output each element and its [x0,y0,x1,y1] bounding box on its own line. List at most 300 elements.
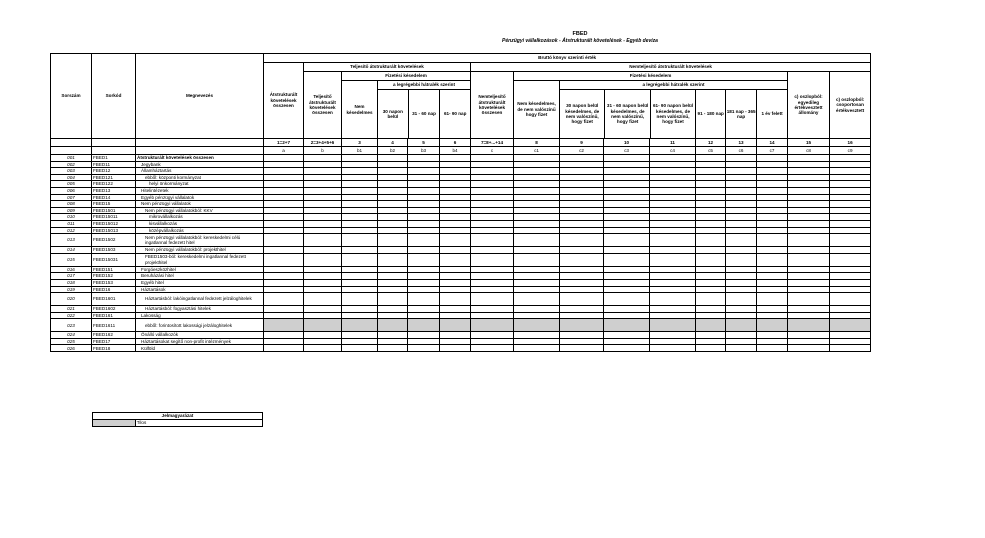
value-cell[interactable] [726,187,757,194]
value-cell[interactable] [408,234,440,247]
value-cell[interactable] [264,207,304,214]
value-cell[interactable] [830,345,871,352]
value-cell[interactable] [471,332,514,339]
value-cell[interactable] [440,174,471,181]
value-cell[interactable] [757,345,788,352]
value-cell[interactable] [604,214,650,221]
value-cell[interactable] [471,181,514,188]
value-cell[interactable] [514,174,560,181]
value-cell[interactable] [757,293,788,306]
value-cell[interactable] [757,253,788,266]
value-cell[interactable] [378,214,408,221]
value-cell[interactable] [830,247,871,254]
value-cell[interactable] [304,207,342,214]
value-cell[interactable] [560,293,604,306]
value-cell[interactable] [726,181,757,188]
value-cell[interactable] [696,293,726,306]
value-cell[interactable] [757,194,788,201]
value-cell[interactable] [650,181,696,188]
value-cell[interactable] [471,279,514,286]
value-cell[interactable] [264,338,304,345]
value-cell[interactable] [604,332,650,339]
value-cell[interactable] [514,207,560,214]
value-cell[interactable] [726,345,757,352]
value-cell[interactable] [604,279,650,286]
value-cell[interactable] [304,253,342,266]
value-cell[interactable] [304,338,342,345]
value-cell[interactable] [304,201,342,208]
value-cell[interactable] [650,293,696,306]
value-cell[interactable] [408,332,440,339]
value-cell[interactable] [726,220,757,227]
value-cell[interactable] [604,306,650,313]
value-cell[interactable] [650,187,696,194]
value-cell[interactable] [342,155,378,162]
value-cell[interactable] [788,194,830,201]
value-cell[interactable] [560,201,604,208]
value-cell[interactable] [757,266,788,273]
value-cell[interactable] [408,168,440,175]
value-cell[interactable] [378,293,408,306]
value-cell[interactable] [471,194,514,201]
value-cell[interactable] [342,207,378,214]
value-cell[interactable] [264,312,304,319]
value-cell[interactable] [378,247,408,254]
value-cell[interactable] [408,253,440,266]
value-cell[interactable] [514,345,560,352]
value-cell[interactable] [788,207,830,214]
value-cell[interactable] [304,286,342,293]
value-cell[interactable] [514,214,560,221]
value-cell[interactable] [650,194,696,201]
value-cell[interactable] [342,181,378,188]
value-cell[interactable] [604,207,650,214]
value-cell[interactable] [560,155,604,162]
value-cell[interactable] [471,187,514,194]
value-cell[interactable] [696,181,726,188]
value-cell[interactable] [560,273,604,280]
value-cell[interactable] [650,312,696,319]
value-cell[interactable] [696,312,726,319]
value-cell[interactable] [830,155,871,162]
value-cell[interactable] [471,273,514,280]
value-cell[interactable] [560,266,604,273]
value-cell[interactable] [788,266,830,273]
value-cell[interactable] [604,227,650,234]
value-cell[interactable] [514,319,560,332]
value-cell[interactable] [440,214,471,221]
value-cell[interactable] [264,161,304,168]
value-cell[interactable] [440,187,471,194]
value-cell[interactable] [560,319,604,332]
value-cell[interactable] [726,338,757,345]
value-cell[interactable] [378,155,408,162]
value-cell[interactable] [788,338,830,345]
value-cell[interactable] [304,194,342,201]
value-cell[interactable] [560,345,604,352]
value-cell[interactable] [757,332,788,339]
value-cell[interactable] [560,181,604,188]
value-cell[interactable] [264,345,304,352]
value-cell[interactable] [788,168,830,175]
value-cell[interactable] [696,286,726,293]
value-cell[interactable] [830,338,871,345]
value-cell[interactable] [378,332,408,339]
value-cell[interactable] [440,201,471,208]
value-cell[interactable] [440,247,471,254]
value-cell[interactable] [696,247,726,254]
value-cell[interactable] [264,273,304,280]
value-cell[interactable] [264,214,304,221]
value-cell[interactable] [264,168,304,175]
value-cell[interactable] [830,253,871,266]
value-cell[interactable] [650,234,696,247]
value-cell[interactable] [726,319,757,332]
value-cell[interactable] [378,279,408,286]
value-cell[interactable] [560,194,604,201]
value-cell[interactable] [560,227,604,234]
value-cell[interactable] [696,234,726,247]
value-cell[interactable] [378,174,408,181]
value-cell[interactable] [408,187,440,194]
value-cell[interactable] [726,161,757,168]
value-cell[interactable] [650,338,696,345]
value-cell[interactable] [560,247,604,254]
value-cell[interactable] [471,338,514,345]
value-cell[interactable] [264,194,304,201]
value-cell[interactable] [514,306,560,313]
value-cell[interactable] [514,155,560,162]
value-cell[interactable] [440,273,471,280]
value-cell[interactable] [788,345,830,352]
value-cell[interactable] [726,312,757,319]
value-cell[interactable] [471,220,514,227]
value-cell[interactable] [378,207,408,214]
value-cell[interactable] [408,306,440,313]
value-cell[interactable] [342,312,378,319]
value-cell[interactable] [440,332,471,339]
value-cell[interactable] [514,168,560,175]
value-cell[interactable] [342,319,378,332]
value-cell[interactable] [757,279,788,286]
value-cell[interactable] [788,181,830,188]
value-cell[interactable] [342,253,378,266]
value-cell[interactable] [604,201,650,208]
value-cell[interactable] [304,266,342,273]
value-cell[interactable] [440,279,471,286]
value-cell[interactable] [830,181,871,188]
value-cell[interactable] [650,253,696,266]
value-cell[interactable] [650,273,696,280]
value-cell[interactable] [471,227,514,234]
value-cell[interactable] [726,234,757,247]
value-cell[interactable] [696,332,726,339]
value-cell[interactable] [560,220,604,227]
value-cell[interactable] [264,155,304,162]
value-cell[interactable] [757,168,788,175]
value-cell[interactable] [408,194,440,201]
value-cell[interactable] [342,214,378,221]
value-cell[interactable] [788,234,830,247]
value-cell[interactable] [440,194,471,201]
value-cell[interactable] [560,187,604,194]
value-cell[interactable] [342,332,378,339]
value-cell[interactable] [726,247,757,254]
value-cell[interactable] [650,286,696,293]
value-cell[interactable] [304,293,342,306]
value-cell[interactable] [604,161,650,168]
value-cell[interactable] [830,187,871,194]
value-cell[interactable] [342,306,378,313]
value-cell[interactable] [830,266,871,273]
value-cell[interactable] [471,247,514,254]
value-cell[interactable] [726,293,757,306]
value-cell[interactable] [788,253,830,266]
value-cell[interactable] [378,253,408,266]
value-cell[interactable] [696,174,726,181]
value-cell[interactable] [264,319,304,332]
value-cell[interactable] [514,247,560,254]
value-cell[interactable] [471,345,514,352]
value-cell[interactable] [757,161,788,168]
value-cell[interactable] [264,279,304,286]
value-cell[interactable] [650,214,696,221]
value-cell[interactable] [726,155,757,162]
value-cell[interactable] [788,187,830,194]
value-cell[interactable] [604,174,650,181]
value-cell[interactable] [264,286,304,293]
value-cell[interactable] [378,234,408,247]
value-cell[interactable] [514,293,560,306]
value-cell[interactable] [471,286,514,293]
value-cell[interactable] [830,306,871,313]
value-cell[interactable] [304,220,342,227]
value-cell[interactable] [440,234,471,247]
value-cell[interactable] [726,201,757,208]
value-cell[interactable] [560,207,604,214]
value-cell[interactable] [342,168,378,175]
value-cell[interactable] [378,161,408,168]
value-cell[interactable] [757,247,788,254]
value-cell[interactable] [830,207,871,214]
value-cell[interactable] [264,201,304,208]
value-cell[interactable] [264,220,304,227]
value-cell[interactable] [264,181,304,188]
value-cell[interactable] [830,273,871,280]
value-cell[interactable] [514,266,560,273]
value-cell[interactable] [757,286,788,293]
value-cell[interactable] [514,220,560,227]
value-cell[interactable] [696,168,726,175]
value-cell[interactable] [440,338,471,345]
value-cell[interactable] [378,312,408,319]
value-cell[interactable] [264,227,304,234]
value-cell[interactable] [264,234,304,247]
value-cell[interactable] [471,161,514,168]
value-cell[interactable] [788,247,830,254]
value-cell[interactable] [304,181,342,188]
value-cell[interactable] [696,220,726,227]
value-cell[interactable] [342,345,378,352]
value-cell[interactable] [440,168,471,175]
value-cell[interactable] [408,273,440,280]
value-cell[interactable] [788,319,830,332]
value-cell[interactable] [726,168,757,175]
value-cell[interactable] [696,253,726,266]
value-cell[interactable] [408,161,440,168]
value-cell[interactable] [560,168,604,175]
value-cell[interactable] [650,227,696,234]
value-cell[interactable] [788,214,830,221]
value-cell[interactable] [604,319,650,332]
value-cell[interactable] [726,227,757,234]
value-cell[interactable] [471,207,514,214]
value-cell[interactable] [696,227,726,234]
value-cell[interactable] [604,234,650,247]
value-cell[interactable] [560,286,604,293]
value-cell[interactable] [408,338,440,345]
value-cell[interactable] [264,306,304,313]
value-cell[interactable] [514,312,560,319]
value-cell[interactable] [342,227,378,234]
value-cell[interactable] [408,155,440,162]
value-cell[interactable] [304,319,342,332]
value-cell[interactable] [830,201,871,208]
value-cell[interactable] [650,155,696,162]
value-cell[interactable] [830,220,871,227]
value-cell[interactable] [378,273,408,280]
value-cell[interactable] [560,338,604,345]
value-cell[interactable] [560,332,604,339]
value-cell[interactable] [604,293,650,306]
value-cell[interactable] [726,286,757,293]
value-cell[interactable] [471,312,514,319]
value-cell[interactable] [696,338,726,345]
value-cell[interactable] [342,174,378,181]
value-cell[interactable] [408,181,440,188]
value-cell[interactable] [604,345,650,352]
value-cell[interactable] [342,266,378,273]
value-cell[interactable] [696,187,726,194]
value-cell[interactable] [514,234,560,247]
value-cell[interactable] [696,345,726,352]
value-cell[interactable] [757,338,788,345]
value-cell[interactable] [304,174,342,181]
value-cell[interactable] [560,306,604,313]
value-cell[interactable] [408,214,440,221]
value-cell[interactable] [304,214,342,221]
value-cell[interactable] [788,174,830,181]
value-cell[interactable] [726,253,757,266]
value-cell[interactable] [757,187,788,194]
value-cell[interactable] [408,207,440,214]
value-cell[interactable] [514,338,560,345]
value-cell[interactable] [408,174,440,181]
value-cell[interactable] [471,234,514,247]
value-cell[interactable] [696,214,726,221]
value-cell[interactable] [696,273,726,280]
value-cell[interactable] [650,332,696,339]
value-cell[interactable] [408,266,440,273]
value-cell[interactable] [726,279,757,286]
value-cell[interactable] [830,279,871,286]
value-cell[interactable] [264,293,304,306]
value-cell[interactable] [757,174,788,181]
value-cell[interactable] [650,306,696,313]
value-cell[interactable] [440,220,471,227]
value-cell[interactable] [560,312,604,319]
value-cell[interactable] [650,266,696,273]
value-cell[interactable] [696,194,726,201]
value-cell[interactable] [726,207,757,214]
value-cell[interactable] [471,253,514,266]
value-cell[interactable] [788,273,830,280]
value-cell[interactable] [342,286,378,293]
value-cell[interactable] [696,266,726,273]
value-cell[interactable] [696,201,726,208]
value-cell[interactable] [342,247,378,254]
value-cell[interactable] [788,227,830,234]
value-cell[interactable] [788,312,830,319]
value-cell[interactable] [650,168,696,175]
value-cell[interactable] [830,293,871,306]
value-cell[interactable] [830,234,871,247]
value-cell[interactable] [757,207,788,214]
value-cell[interactable] [726,266,757,273]
value-cell[interactable] [378,194,408,201]
value-cell[interactable] [264,332,304,339]
value-cell[interactable] [726,273,757,280]
value-cell[interactable] [757,234,788,247]
value-cell[interactable] [471,306,514,313]
value-cell[interactable] [471,174,514,181]
value-cell[interactable] [696,155,726,162]
value-cell[interactable] [378,220,408,227]
value-cell[interactable] [650,319,696,332]
value-cell[interactable] [514,286,560,293]
value-cell[interactable] [440,319,471,332]
value-cell[interactable] [408,293,440,306]
value-cell[interactable] [342,279,378,286]
value-cell[interactable] [378,227,408,234]
value-cell[interactable] [560,174,604,181]
value-cell[interactable] [514,161,560,168]
value-cell[interactable] [342,161,378,168]
value-cell[interactable] [304,227,342,234]
value-cell[interactable] [264,253,304,266]
value-cell[interactable] [378,168,408,175]
value-cell[interactable] [830,319,871,332]
value-cell[interactable] [757,155,788,162]
value-cell[interactable] [408,286,440,293]
value-cell[interactable] [604,220,650,227]
value-cell[interactable] [650,220,696,227]
value-cell[interactable] [408,227,440,234]
value-cell[interactable] [514,181,560,188]
value-cell[interactable] [514,273,560,280]
value-cell[interactable] [830,312,871,319]
value-cell[interactable] [560,253,604,266]
value-cell[interactable] [471,214,514,221]
value-cell[interactable] [604,312,650,319]
value-cell[interactable] [304,234,342,247]
value-cell[interactable] [264,187,304,194]
value-cell[interactable] [514,227,560,234]
value-cell[interactable] [726,174,757,181]
value-cell[interactable] [471,293,514,306]
value-cell[interactable] [342,187,378,194]
value-cell[interactable] [304,273,342,280]
